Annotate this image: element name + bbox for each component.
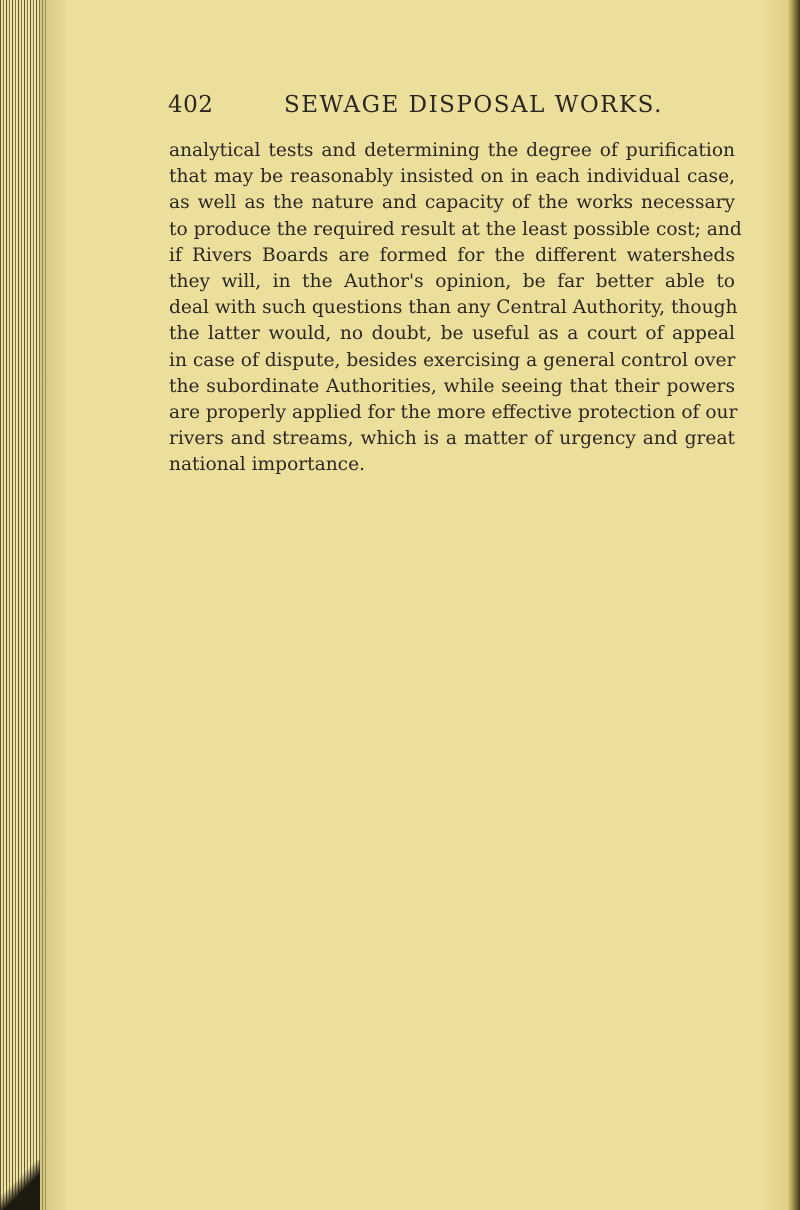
page-number: 402: [168, 92, 214, 118]
running-title: SEWAGE DISPOSAL WORKS.: [284, 92, 663, 118]
text-line: analytical tests and determining the degree of purification: [169, 140, 735, 161]
body-paragraph: [169, 138, 742, 478]
page-corner-shadow: [0, 1160, 40, 1210]
text-line: to produce the required result at the least possible cost; and: [169, 218, 742, 240]
text-line-last: national importance.: [169, 454, 366, 476]
text-line: the subordinate Authorities, while seeing that their powers: [169, 375, 735, 397]
text-line: rivers and streams, which is a matter of urgency and great: [169, 428, 735, 450]
text-line: the latter would, no doubt, be useful as a court of appeal: [169, 323, 735, 345]
text-line: they will, in the Author's opinion, be far better able to: [169, 270, 735, 292]
text-line: are properly applied for the more effective protection of our: [169, 401, 738, 423]
text-line: in case of dispute, besides exercising a general control over: [169, 349, 736, 371]
page-shadow-left: [40, 0, 70, 1210]
text-line: that may be reasonably insisted on in each individual case,: [169, 166, 735, 188]
page-shadow-right: [762, 0, 786, 1210]
text-line: as well as the nature and capacity of the works necessary: [169, 192, 735, 214]
text-line: deal with such questions than any Central Authority, though: [169, 297, 738, 319]
text-line: if Rivers Boards are formed for the different watersheds: [169, 244, 735, 266]
book-binding-edge: [786, 0, 800, 1210]
page-header: [168, 92, 663, 132]
